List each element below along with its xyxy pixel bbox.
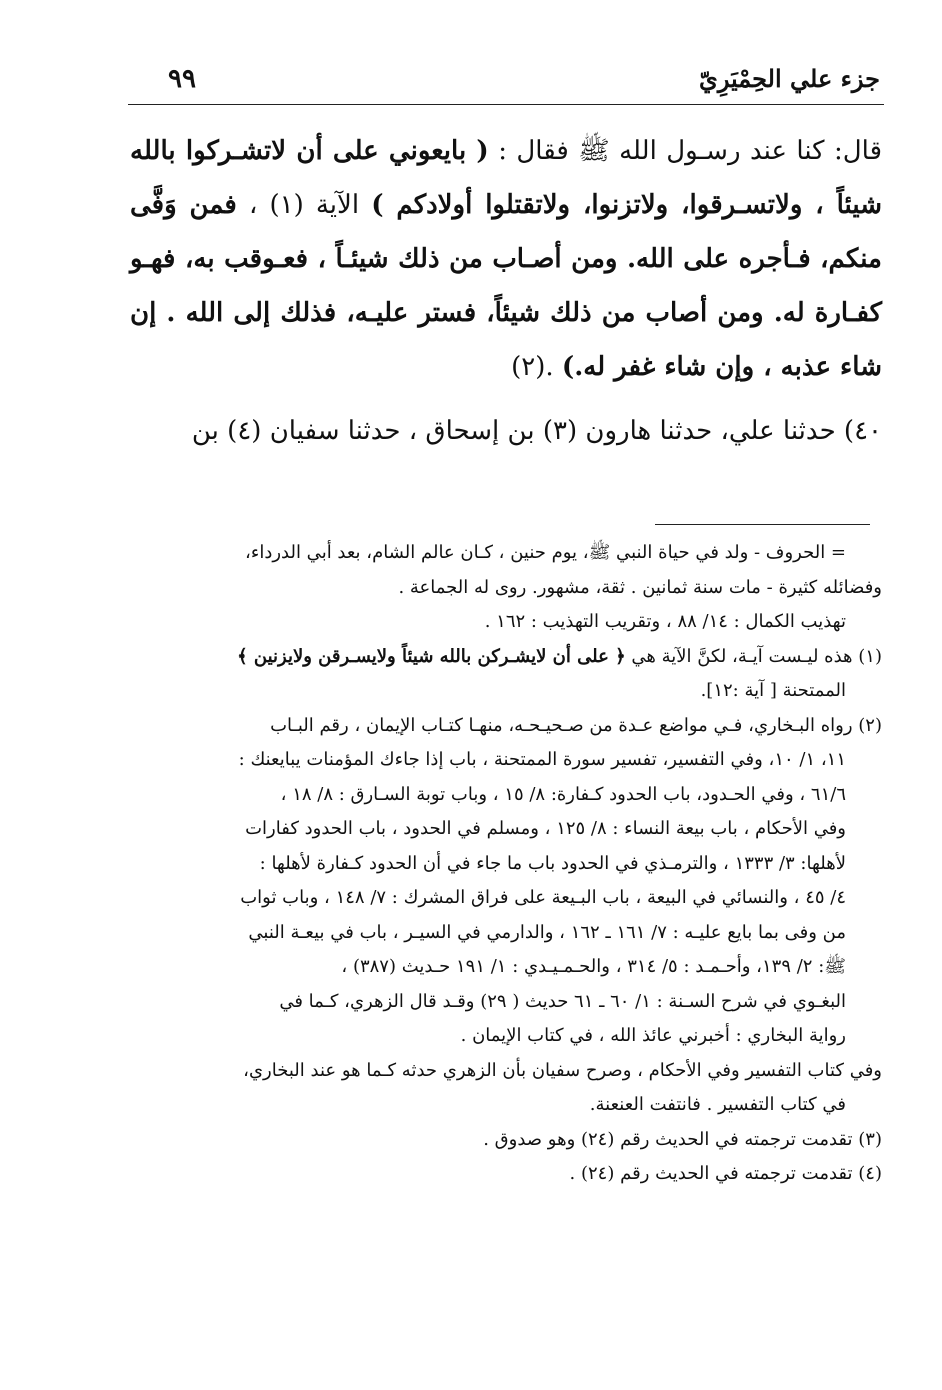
narration-intro: قال: كنا عند رسـول الله ﷺ فقال : [488,136,883,166]
hadith-quote-part1: ( بايعوني على أن لاتشـركوا بالله شيئاً ، ولاتسـرقوا، ولاتزنوا، ولاتقتلوا أولادكم ) [130,136,883,220]
separator: ، [236,190,270,220]
footnote-2-line: من وفى بما بايع عليـه : ٧/ ١٦١ ـ ١٦٢ ، والدارمي في السيـر ، باب في بيعـة النبي [248,921,846,943]
footnote-2-line: ٤/ ٤٥ ، والنسائي في البيعة ، باب البـيعة على فراق المشرك : ٧/ ١٤٨ ، وباب ثواب [240,887,846,908]
footnote-2-line: ٦١/٦ ، وفي الحـدود، باب الحدود كـفارة: ٨/ ١٥ ، وباب توبة السـارق : ٨/ ١٨ ، [280,783,846,805]
footnote-2-line: ﷺ: ٢/ ١٣٩، وأحـمـد : ٥/ ٣١٤ ، والحـمـيـدي : ١/ ١٩١ حـديث (٣٨٧) ، [341,956,846,977]
page-header [128,58,884,105]
footnote-2-line: في كتاب التفسير . فانتفت العنعنة. [589,1094,846,1115]
running-title: جزء علي الحِمْيَرِيّ [699,64,880,93]
hadith-40-text: ٤٠) حدثنا علي، حدثنا هارون (٣) بن إسحاق ، حدثنا سفيان (٤) بن [191,416,882,446]
ayah-label: الآية [303,190,372,220]
footnote-3: (٣) تقدمت ترجمته في الحديث رقم (٢٤) وهو صدوق . [483,1128,882,1150]
footnote-continuation-line: تهذيب الكمال : ١٤/ ٨٨ ، وتقريب التهذيب : ١٦٢ . [484,611,846,632]
footnote-divider [655,524,870,525]
footnote-2-line: البغـوي في شرح السـنة : ١/ ٦٠ ـ ٦١ حديث ( ٢٩) وقـد قال الزهري، كـما في [279,990,846,1012]
footnote-continuation-line: = الحروف - ولد في حياة النبي ﷺ، يوم حنين ، كـان عالم الشام، بعد أبي الدرداء، [245,542,846,563]
footnote-1-text: (١) هذه ليـست آيـة، لكنَّ الآية هي [625,645,882,667]
footnote-ref-2: (٢) [511,352,546,382]
footnote-2-line: لأهلها: ٣/ ١٣٣٣ ، والترمـذي في الحدود باب ما جاء في أن الحدود كـفارة لأهلها : [259,852,846,874]
footnotes [126,536,882,1192]
hadith-39-text [130,124,882,394]
footnote-2-line: وفي الأحكام ، باب بيعة النساء : ٨/ ١٢٥ ، ومسلم في الحدود ، باب الحدود كفارات [245,818,846,839]
footnote-4: (٤) تقدمت ترجمته في الحديث رقم (٢٤) . [569,1163,882,1184]
footnote-ref-1: (١) [269,190,304,220]
main-text [130,124,882,458]
hadith-quote-part2: فمن وَفَّى منكم، فـأجره على الله. ومن أصـاب من ذلك شيئـاً ، فعـوقب به، فهـو كفـارة له. ومن أصاب من ذلك شيئاً، فستر عليـه، فذلك إلى الله . إن شاء عذبه ، وإن شاء غفر له.) [130,190,882,382]
footnote-2-line: ١١، ١/ ١٠، وفي التفسير، تفسير سورة الممتحنة ، باب إذا جاءك المؤمنات يبايعنك : [238,749,846,770]
footnote-2-line: (٢) رواه البـخاري، فـي مواضع عـدة من صـحيـحـه، منهـا كتـاب الإيمان ، رقم البـاب [270,714,882,736]
footnote-2-line: رواية البخاري : أخبرني عائذ الله ، في كتاب الإيمان . [460,1025,846,1046]
footnote-1-ayah: ﴿ على أن لايشـركن بالله شيئاً ولايسـرقن ولايزنين ﴾ [237,645,626,667]
page-number: ٩٩ [168,64,196,94]
footnote-1-line: الممتحنة [ آية :١٢]. [700,680,846,701]
footnote-continuation-line: وفضائله كثيرة - مات سنة ثمانين . ثقة، مشهور. روى له الجماعة . [398,576,882,598]
footnote-1 [126,640,882,675]
footnote-2-line: وفي كتاب التفسير وفي الأحكام ، وصرح سفيان بأن الزهري حدثه كـما هو عند البخاري، [243,1059,882,1081]
period: . [545,352,562,382]
